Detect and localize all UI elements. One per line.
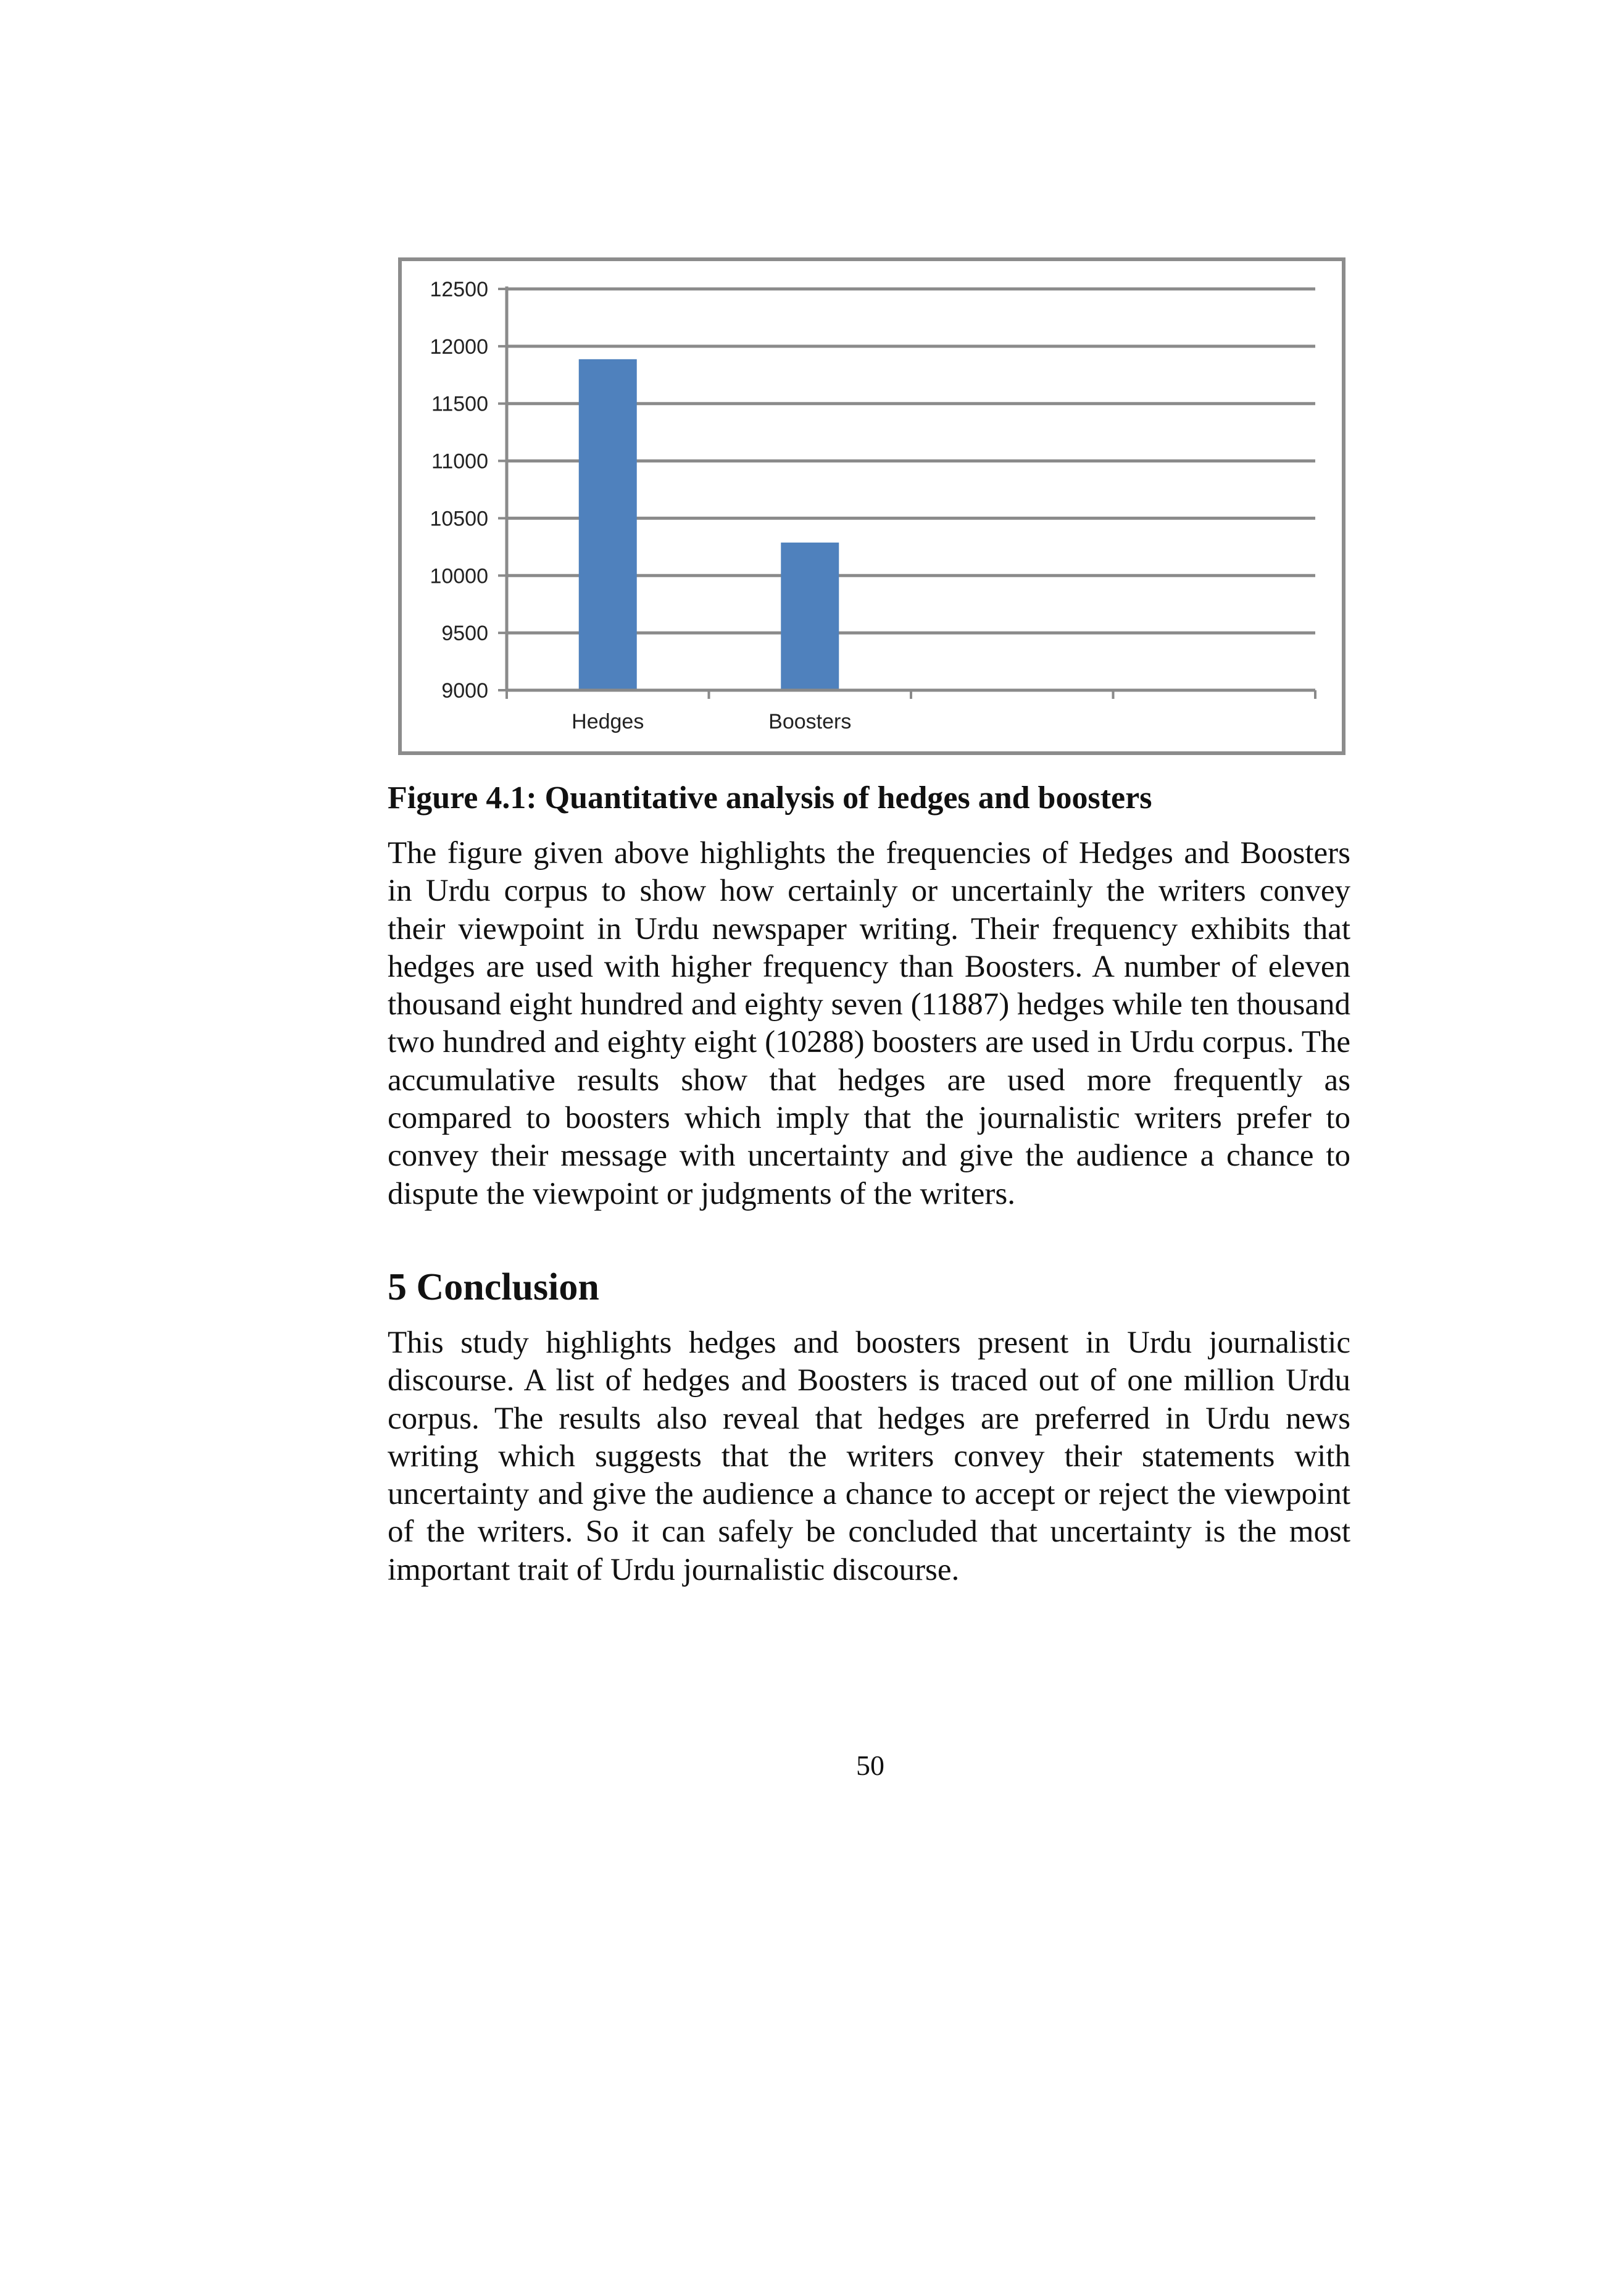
- bar-chart: [398, 257, 1345, 755]
- analysis-paragraph: The figure given above highlights the frequencies of Hedges and Boosters in Urdu corpus to show how certainly or uncertainly the writers convey their viewpoint in Urdu newspaper writing. Their frequency exhibits that hedges are used with higher frequency than Boosters. A number of eleven thousand eight hundred and eighty seven (11887) hedges while ten thousand two hundred and eighty eight (10288) boosters are used in Urdu corpus. The accumulative results show that hedges are used more frequently as compared to boosters which imply that the journalistic writers prefer to convey their message with uncertainty and give the audience a chance to dispute the viewpoint or judgments of the writers.: [388, 836, 1350, 1211]
- bar-boosters: [781, 543, 839, 690]
- y-tick-label: 9500: [441, 622, 488, 646]
- y-tick-label: 11000: [431, 449, 488, 474]
- bars: [579, 359, 839, 690]
- y-tick-label: 10500: [430, 507, 488, 531]
- page-number: 50: [856, 1750, 884, 1781]
- section-heading: 5 Conclusion: [388, 1266, 599, 1308]
- y-tick-label: 10000: [430, 564, 488, 588]
- y-tick-label: 11500: [431, 392, 488, 416]
- conclusion-paragraph: This study highlights hedges and boosters present in Urdu journalistic discourse. A list of hedges and Boosters is traced out of one million Urdu corpus. The results also reveal that hedges are preferred in Urdu news writing which suggests that the writers convey their statements with uncertainty and give the audience a chance to accept or reject the viewpoint of the writers. So it can safely be concluded that uncertainty is the most important trait of Urdu journalistic discourse.: [388, 1325, 1350, 1587]
- bar-hedges: [579, 359, 637, 690]
- y-tick-label: 12000: [430, 335, 488, 359]
- figure-caption: Figure 4.1: Quantitative analysis of hedges and boosters: [388, 780, 1152, 816]
- y-tick-label: 12500: [430, 278, 488, 301]
- x-tick-label: Hedges: [572, 710, 644, 733]
- y-tick-label: 9000: [441, 679, 488, 703]
- chart-canvas: [402, 261, 1342, 751]
- x-tick-labels: [572, 710, 851, 733]
- x-tick-label: Boosters: [768, 710, 852, 733]
- y-tick-labels: [430, 278, 488, 703]
